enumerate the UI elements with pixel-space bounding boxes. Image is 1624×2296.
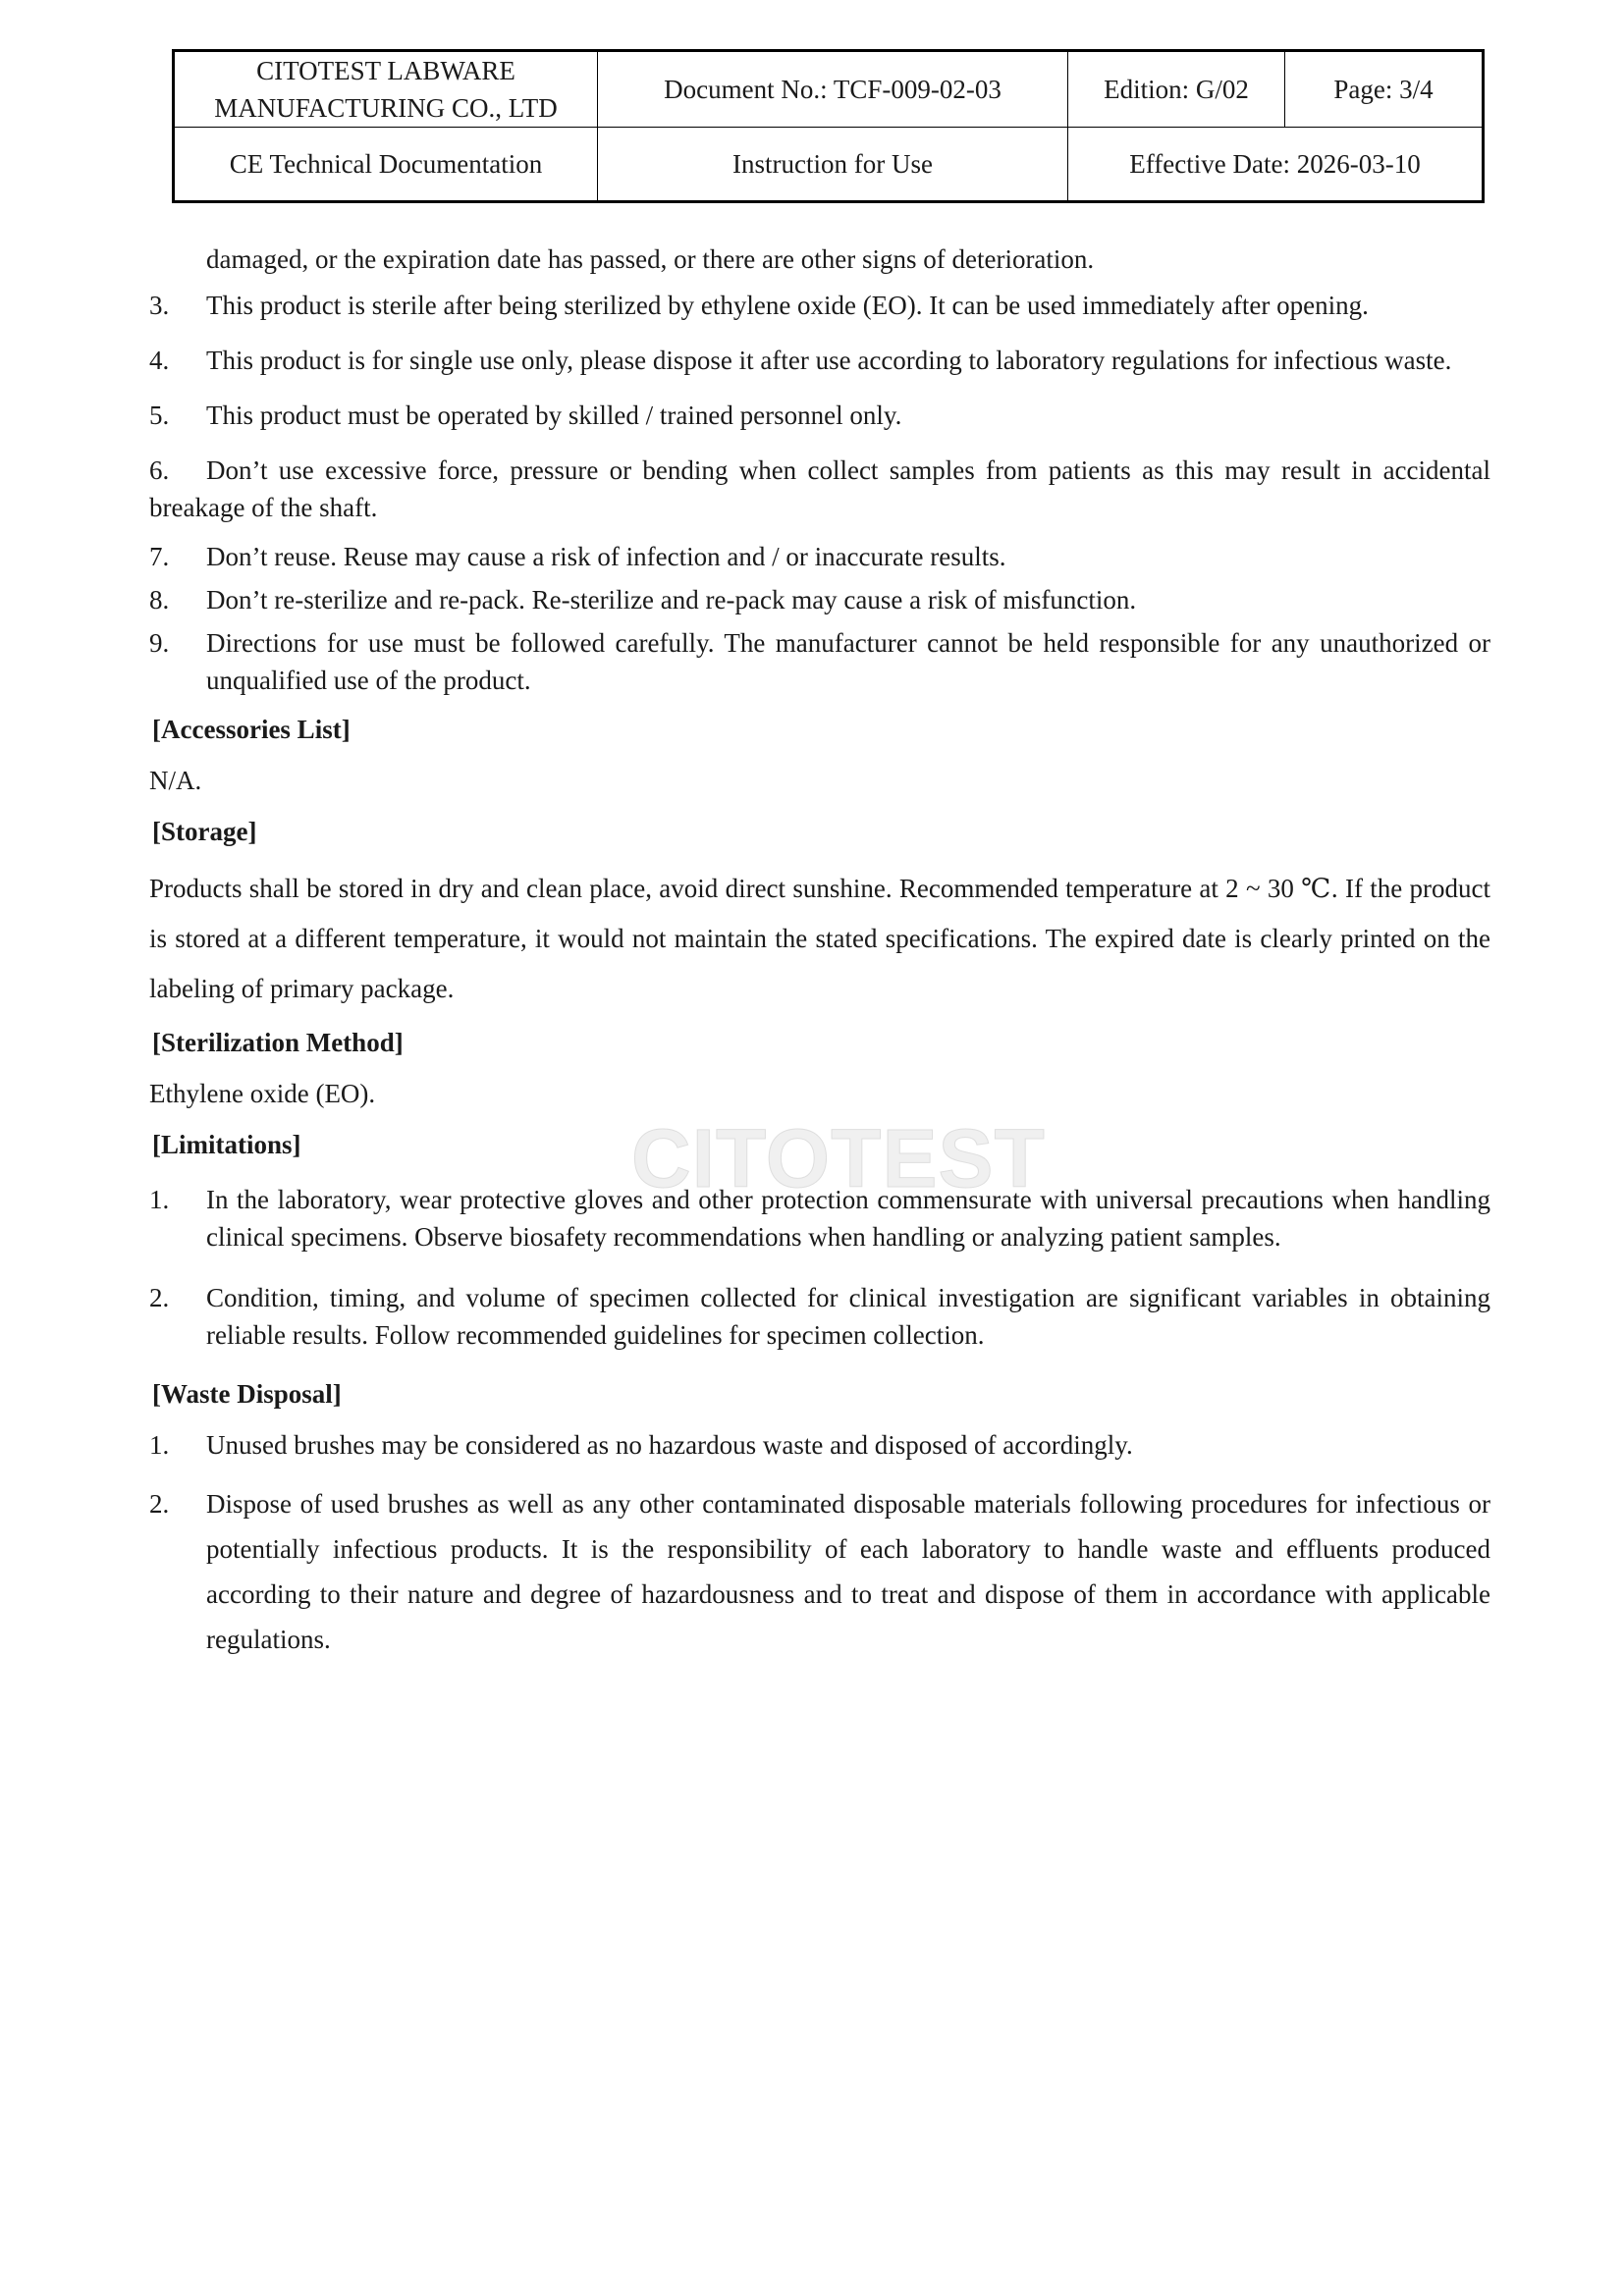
- list-item: 6. Don’t use excessive force, pressure or bending when collect samples from patients as this may result in accidental breakage of the shaft.: [149, 455, 1490, 522]
- warning-continuation: damaged, or the expiration date has passed, or there are other signs of deterioration.: [206, 244, 1095, 274]
- storage-text: Products shall be stored in dry and clean place, avoid direct sunshine. Recommended temperature at 2 ~ 30 ℃. If the product is stored at a different temperature, it would not maintain the stated specifications. The expired date is clearly printed on the labeling of primary package.: [149, 874, 1490, 1003]
- list-item: 4. This product is for single use only, please dispose it after use according to laboratory regulations for infectious waste.: [149, 346, 1452, 375]
- effective-date: Effective Date: 2026-03-10: [1068, 128, 1484, 202]
- page-number: Page: 3/4: [1285, 51, 1484, 128]
- list-item: 9. Directions for use must be followed carefully. The manufacturer cannot be held responsible for any unauthorized or unqualified use of the product.: [149, 628, 1490, 695]
- limitations-heading: [Limitations]: [152, 1130, 301, 1159]
- edition: Edition: G/02: [1068, 51, 1285, 128]
- list-item: 3. This product is sterile after being sterilized by ethylene oxide (EO). It can be used immediately after opening.: [149, 291, 1369, 320]
- document-body: [149, 240, 1490, 1662]
- citotest-watermark: CITOTEST: [631, 1112, 1046, 1204]
- document-number: Document No.: TCF-009-02-03: [598, 51, 1068, 128]
- document-header-table: [172, 49, 1485, 203]
- company-name-cell: [174, 51, 598, 128]
- list-item: 2. Dispose of used brushes as well as any other contaminated disposable materials following procedures for infectious or potentially infectious products. It is the responsibility of each laboratory to handle waste and effluents produced according to their nature and degree of hazardousness and to treat and dispose of them in accordance with applicable regulations.: [149, 1489, 1490, 1654]
- waste-heading: [Waste Disposal]: [152, 1379, 342, 1409]
- accessories-text: N/A.: [149, 766, 202, 795]
- sterilization-text: Ethylene oxide (EO).: [149, 1079, 376, 1108]
- storage-heading: [Storage]: [152, 817, 257, 846]
- accessories-heading: [Accessories List]: [152, 715, 351, 744]
- document-type: CE Technical Documentation: [174, 128, 598, 202]
- list-item: 8. Don’t re-sterilize and re-pack. Re-sterilize and re-pack may cause a risk of misfunction.: [149, 585, 1137, 614]
- sterilization-heading: [Sterilization Method]: [152, 1028, 404, 1057]
- list-item: 1. In the laboratory, wear protective gloves and other protection commensurate with universal precautions when handling clinical specimens. Observe biosafety recommendations when handling or analyzing patient samples.: [149, 1185, 1490, 1252]
- company-name-line2: MANUFACTURING CO., LTD: [214, 93, 558, 123]
- document-title: Instruction for Use: [598, 128, 1068, 202]
- list-item: 5. This product must be operated by skilled / trained personnel only.: [149, 400, 902, 430]
- company-name-line1: CITOTEST LABWARE: [256, 56, 515, 85]
- list-item: 1. Unused brushes may be considered as no hazardous waste and disposed of accordingly.: [149, 1430, 1133, 1460]
- list-item: 7. Don’t reuse. Reuse may cause a risk of infection and / or inaccurate results.: [149, 542, 1006, 571]
- list-item: 2. Condition, timing, and volume of specimen collected for clinical investigation are significant variables in obtaining reliable results. Follow recommended guidelines for specimen collection.: [149, 1283, 1490, 1350]
